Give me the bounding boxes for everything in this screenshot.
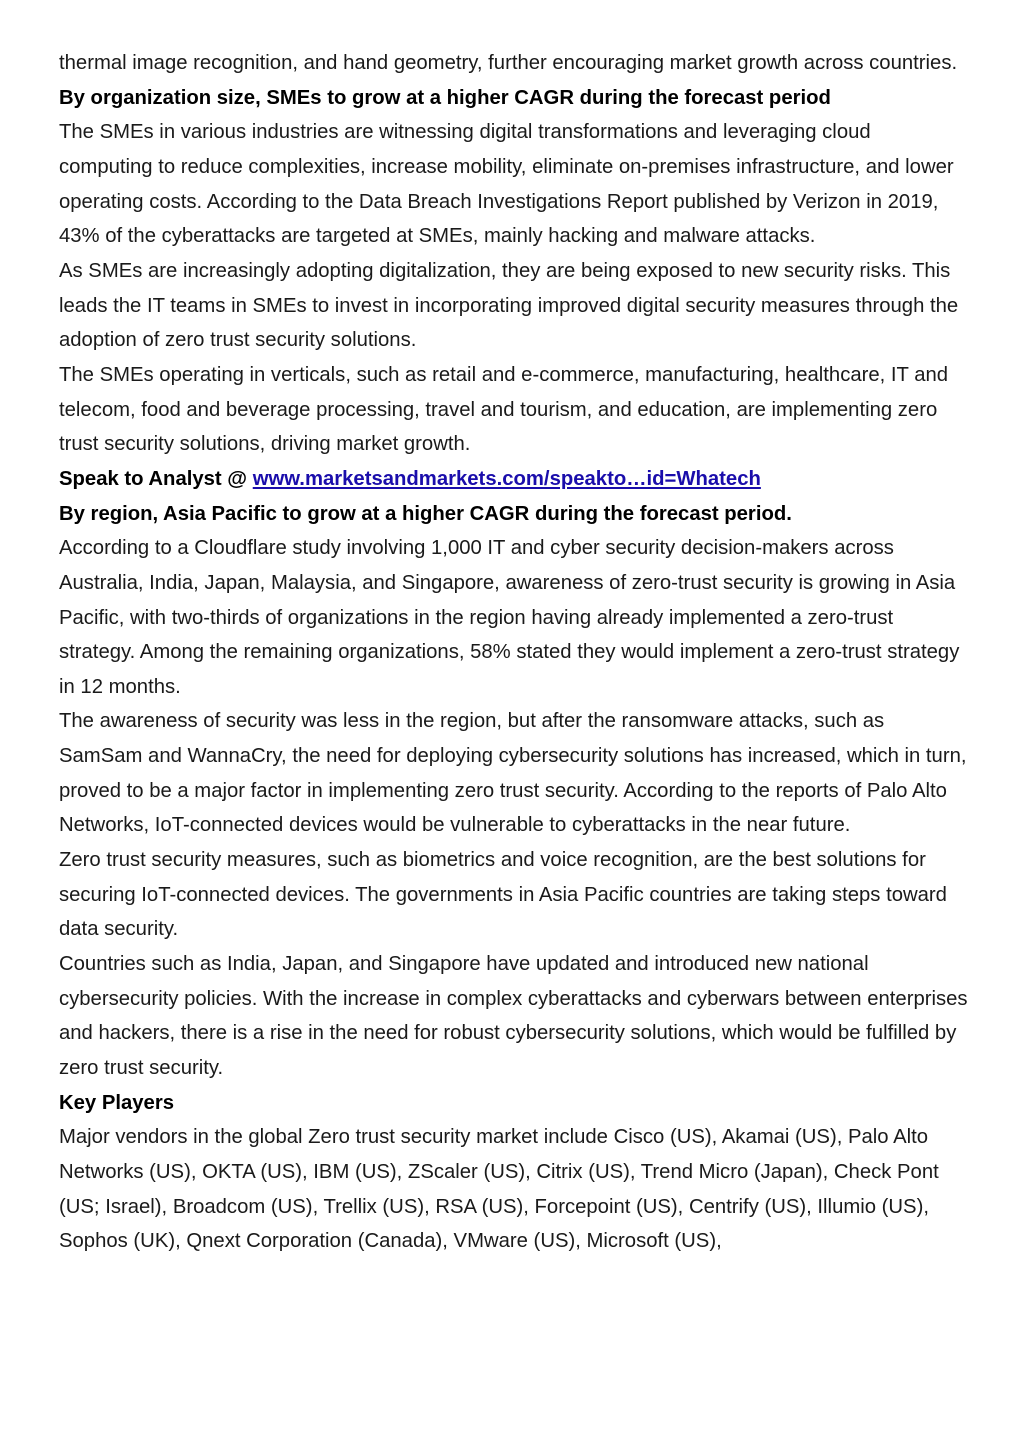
speak-to-analyst-link[interactable]: www.marketsandmarkets.com/speakto…id=Whatech bbox=[252, 467, 761, 490]
paragraph-biometrics: Zero trust security measures, such as biometrics and voice recognition, are the best solutions for securing IoT-connected devices. The governments in Asia Pacific countries are taking steps toward data security. bbox=[59, 849, 947, 941]
paragraph-smes-security-risks: As SMEs are increasingly adopting digitalization, they are being exposed to new security risks. This leads the IT teams in SMEs to invest in incorporating improved digital security measures through the adoption of zero trust security solutions. bbox=[59, 259, 959, 352]
heading-asia-pacific: By region, Asia Pacific to grow at a higher CAGR during the forecast period. bbox=[59, 502, 792, 525]
paragraph-intro-continuation: thermal image recognition, and hand geometry, further encouraging market growth across countries. bbox=[59, 52, 958, 74]
document-page bbox=[59, 46, 969, 1259]
paragraph-smes-verticals: The SMEs operating in verticals, such as retail and e-commerce, manufacturing, healthcare, IT and telecom, food and beverage processing, travel and tourism, and education, are implementing zero trust security solutions, driving market growth. bbox=[59, 363, 949, 456]
heading-organization-size: By organization size, SMEs to grow at a higher CAGR during the forecast period bbox=[59, 86, 831, 109]
speak-to-analyst-line bbox=[59, 462, 969, 497]
paragraph-major-vendors: Major vendors in the global Zero trust security market include Cisco (US), Akamai (US), Palo Alto Networks (US), OKTA (US), IBM (US), ZScaler (US), Citrix (US), Trend Micro (Japan), Check Pont (US; Israel), Broadcom (US), Trellix (US), RSA (US), Forcepoint (US), Centrify (US), Illumio (US), Sophos (UK), Qnext Corporation (Canada), VMware (US), Microsoft (US), bbox=[59, 1126, 939, 1253]
paragraph-ransomware: The awareness of security was less in the region, but after the ransomware attacks, such as SamSam and WannaCry, the need for deploying cybersecurity solutions has increased, which in turn, proved to be a major factor in implementing zero trust security. According to the reports of Palo Alto Networks, IoT-connected devices would be vulnerable to cyberattacks in the near future. bbox=[59, 710, 967, 837]
speak-to-analyst-label: Speak to Analyst @ bbox=[59, 467, 253, 490]
paragraph-national-policies: Countries such as India, Japan, and Singapore have updated and introduced new national cybersecurity policies. With the increase in complex cyberattacks and cyberwars between enterprises and hackers, there is a rise in the need for robust cybersecurity solutions, which would be fulfilled by zero trust security. bbox=[59, 953, 968, 1080]
heading-key-players: Key Players bbox=[59, 1091, 175, 1114]
paragraph-cloudflare-study: According to a Cloudflare study involving 1,000 IT and cyber security decision-makers across Australia, India, Japan, Malaysia, and Singapore, awareness of zero-trust security is growing in Asia Pacific, with two-thirds of organizations in the region having already implemented a zero-trust strategy. Among the remaining organizations, 58% stated they would implement a zero-trust strategy in 12 months. bbox=[59, 537, 960, 698]
paragraph-smes-digital: The SMEs in various industries are witnessing digital transformations and leveraging cloud computing to reduce complexities, increase mobility, eliminate on-premises infrastructure, and lower operating costs. According to the Data Breach Investigations Report published by Verizon in 2019, 43% of the cyberattacks are targeted at SMEs, mainly hacking and malware attacks. bbox=[59, 121, 954, 248]
